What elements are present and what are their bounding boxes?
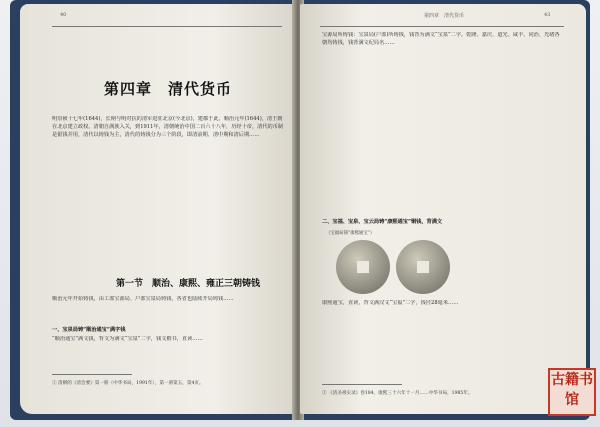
left-section-text: 顺治元年开始铸钱，由工部宝源局、户部宝泉局铸钱，各省也陆续开局铸钱…… xyxy=(52,296,234,302)
right-page-number: 43 xyxy=(544,12,551,18)
right-body-text: 宝源局所铸钱：宝泉局(户部)所铸钱，钱背为满文“宝泉”二字。乾隆、嘉庆、道光、咸丰、同治、光绪各朝均铸钱，钱背满文纪局名…… xyxy=(322,32,560,46)
left-footnote: ① 清朝的《清会要》第一册（中华书局，1991年），第一册第五，第4页。 xyxy=(52,381,204,386)
left-subsection-text: “顺治通宝”满文钱，背文为满文“宝泉”二字，钱文楷书，直读…… xyxy=(52,336,203,342)
section-title: 第一节 顺治、康熙、雍正三朝铸钱 xyxy=(116,279,261,289)
red-seal-stamp: 古籍书馆 xyxy=(548,368,596,416)
left-subsection-title: 一、宝泉局铸“顺治通宝”满字钱 xyxy=(52,327,126,333)
right-page xyxy=(300,4,586,414)
left-page-number: 40 xyxy=(60,12,67,18)
right-subsection-title: 二、宝福、宝泉、宝云局铸“康熙通宝”铜钱，背满文 xyxy=(322,219,443,225)
coin-reverse-image xyxy=(396,240,450,294)
right-footnote: ① 《清圣祖实录》卷184，康熙三十六年十一月……中华书局，1985年。 xyxy=(322,391,473,396)
right-page-header: 第四章 清代货币 xyxy=(424,13,465,19)
left-footnote-rule xyxy=(52,374,132,375)
coin-obverse-image xyxy=(336,240,390,294)
right-header-rule xyxy=(320,26,564,27)
right-footnote-rule xyxy=(322,384,402,385)
coin-caption: （宝福局铸“康熙通宝”） xyxy=(326,231,375,236)
right-after-coin-text: 康熙通宝，直读，背文满汉文“宝福”二字，钱径28毫米…… xyxy=(322,300,459,306)
chapter-title: 第四章 清代货币 xyxy=(104,80,233,98)
left-header-rule xyxy=(52,26,282,27)
left-page xyxy=(20,4,296,414)
left-intro-text: 明崇祯十七年(1644)，长期与明对抗的清军进驻北京(今北京)，建都于此，顺治元年(1644)，清王朝在北京建立政权。清朝自满族入关，到1911年，清朝统治中国二百六十八年，历经十帝，清代的币制是银钱并用，清代以铸钱为主，清代的铸钱分为三个阶段，即清前期、清中期和清后期…… xyxy=(52,116,284,138)
